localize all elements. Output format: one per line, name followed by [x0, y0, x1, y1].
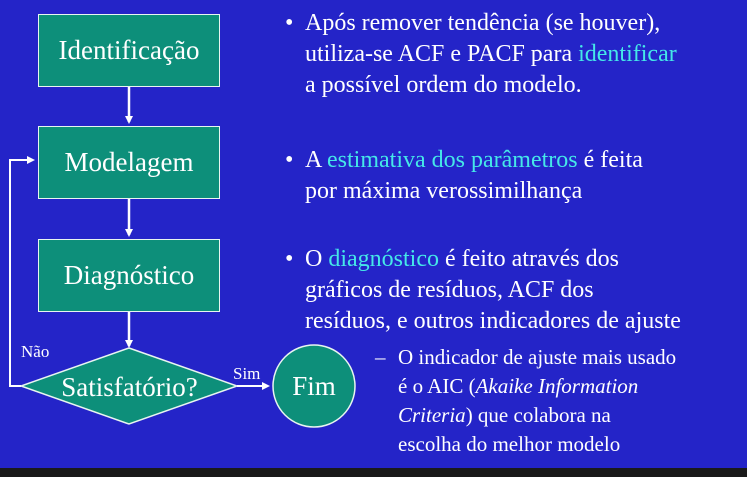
sub-bullet-marker: –	[375, 345, 386, 369]
bullet-line: a possível ordem do modelo.	[305, 72, 582, 98]
step-identificacao-label: Identificação	[58, 35, 200, 65]
step-modelagem	[38, 126, 220, 199]
bullet-line: Após remover tendência (se houver),	[305, 10, 661, 36]
sub-bullet-line: é o AIC (	[398, 374, 476, 398]
sub-bullet-text	[398, 343, 676, 459]
end-label: Fim	[292, 370, 336, 401]
highlight-term: identificar	[578, 41, 677, 67]
bullet-line: utiliza-se ACF e PACF para	[305, 41, 579, 67]
sub-bullet-italic: Criteria	[398, 403, 466, 427]
highlight-term: diagnóstico	[328, 246, 439, 272]
bullet-text	[305, 145, 643, 207]
highlight-term: estimativa dos parâmetros	[327, 147, 578, 173]
bullet-text	[305, 244, 681, 337]
sub-bullet-line: escolha do melhor modelo	[398, 432, 621, 456]
step-diagnostico	[38, 239, 220, 312]
step-diagnostico-label: Diagnóstico	[63, 260, 195, 290]
bullet-text	[305, 8, 677, 101]
bullet-line: resíduos, e outros indicadores de ajuste	[305, 308, 681, 334]
sub-bullet-italic: Akaike Information	[475, 374, 639, 398]
sub-bullet-line: ) que colabora na	[465, 403, 611, 427]
step-modelagem-label: Modelagem	[64, 147, 194, 177]
bullet-line: A	[305, 147, 328, 173]
bullet-line: é feito através dos	[439, 246, 619, 272]
decision-label: Satisfatório?	[61, 371, 198, 402]
edge-label-sim: Sim	[233, 364, 261, 383]
sub-bullet-line: O indicador de ajuste mais usado	[398, 345, 677, 369]
bottom-bar	[0, 468, 747, 477]
bullet-marker: •	[285, 246, 294, 272]
bullet-marker: •	[285, 10, 294, 36]
bullet-marker: •	[285, 147, 294, 173]
bullet-line: é feita	[577, 147, 643, 173]
edge-label-nao: Não	[21, 342, 50, 361]
step-identificacao	[38, 14, 220, 87]
bullet-line: O	[305, 246, 329, 272]
bullet-line: gráficos de resíduos, ACF dos	[305, 277, 594, 303]
bullet-line: por máxima verossimilhança	[305, 178, 583, 204]
